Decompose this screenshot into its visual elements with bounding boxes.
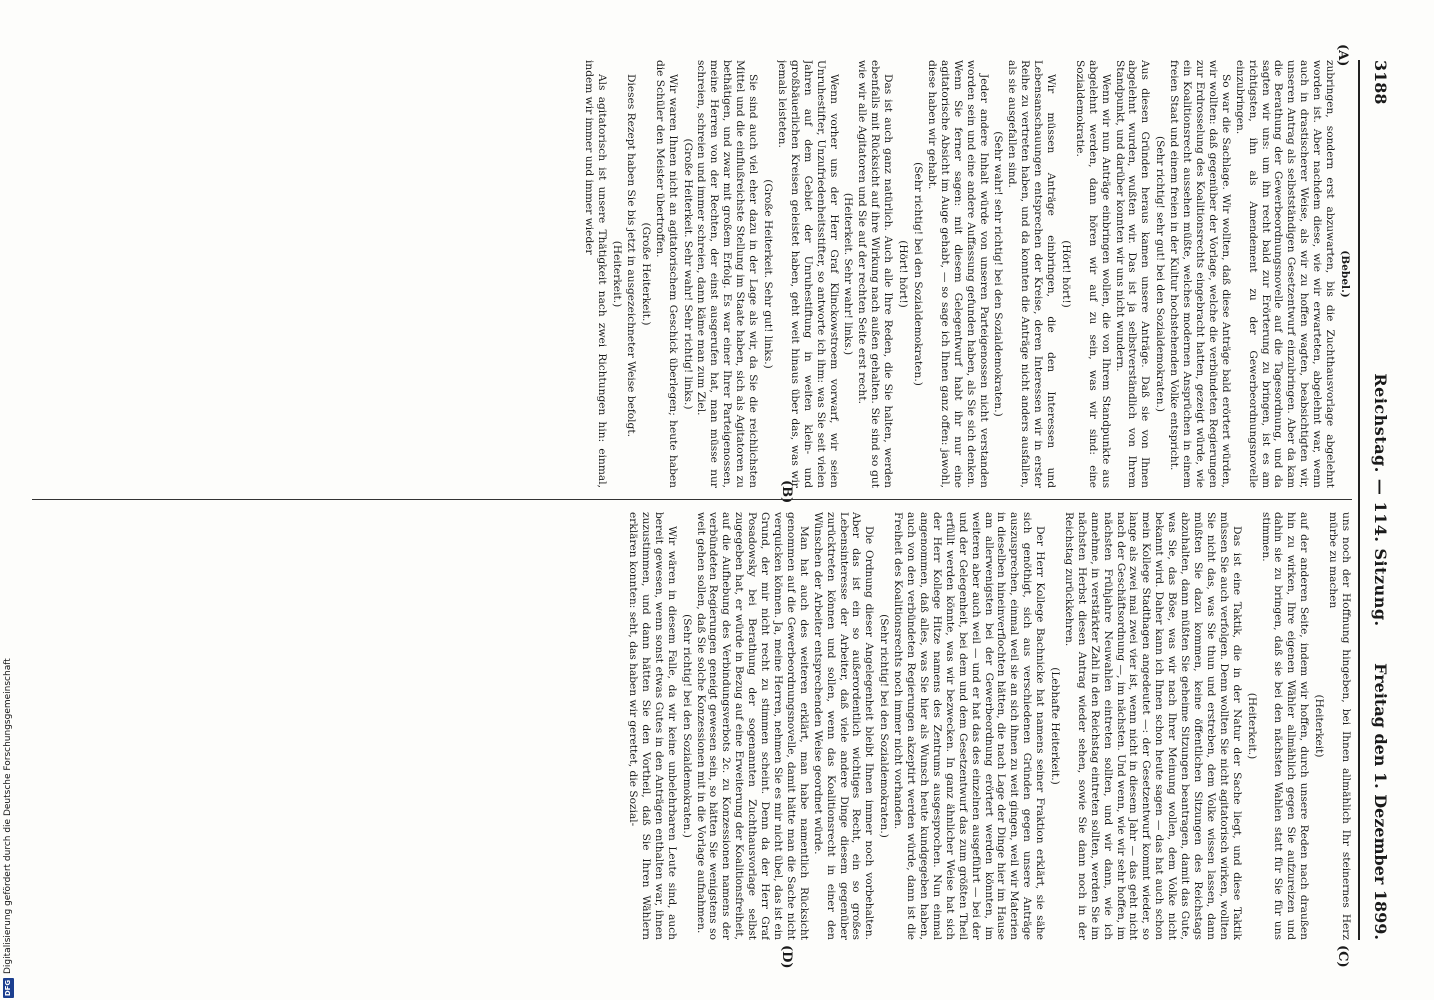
paragraph: Wenn vorher uns der Herr Graf Klinckowstroem vorwarf, wir seien Unruhestifter, Unzufriedenheitsstifter, so antworte ich ihm: was Sie seit vielen Jahren auf dem Gebiet der Unruhestiftung in weiten klein- und großbäuerlichen Kreisen geleistet haben, geht weit hinaus über das, was wir jemals leisteten. — [775, 60, 840, 488]
interjection: (Sehr richtig! bei den Sozialdemokraten.) — [680, 614, 693, 838]
interjection: (Heiterkeit. Sehr wahr! links.) — [842, 192, 855, 356]
interjection: (Hört! hört!) — [897, 240, 910, 308]
attribution-footer — [1, 600, 17, 998]
paragraph: Wir müssen Anträge einbringen, die den Interessen und Lebensanschauungen entsprechen der Kreise, deren Interessen wir in erster Reihe zu vertreten haben, und da konnten die Anträge nicht anders ausfallen, als sie ausgefallen sind. — [1006, 60, 1058, 488]
paragraph: Wenn wir nun Anträge einbringen wollen, die von Ihrem Standpunkte aus abgelehnt werden, dann hören wir auf zu sein, was wir sind: eine Sozialdemokratie. — [1073, 60, 1112, 488]
paragraph: Aus diesen Gründen heraus kamen unsere Anträge. Daß sie von Ihnen abgelehnt wurden, wußten wir. Das ist ja selbstverständlich von Ihrem Standpunkt, und darüber konnten wir uns nicht wundern. — [1113, 60, 1152, 488]
interjection: (Sehr richtig! sehr gut! bei den Sozialdemokraten.) — [1154, 135, 1167, 413]
right-column — [22, 512, 1352, 940]
speaker-name: (Bebel.) — [1339, 250, 1351, 298]
interjection: (Heiterkeit.) — [611, 240, 624, 308]
left-column — [22, 60, 1352, 488]
interjection: (Heiterkeit) — [1313, 694, 1326, 758]
attribution-text: Digitalisierung gefördert durch die Deutsche Forschungsgemeinschaft — [3, 658, 13, 974]
interjection: (Große Heiterkeit.) — [639, 222, 652, 326]
header-rule — [1358, 60, 1360, 940]
interjection: (Sehr richtig! bei den Sozialdemokraten.) — [912, 162, 924, 386]
margin-mark-a: (A) — [1335, 44, 1350, 67]
margin-mark-b: (B) — [779, 480, 794, 504]
paragraph: Als agitatorisch ist unsere Thätigkeit nach zwei Richtungen hin: einmal, indem wir immer und immer wieder — [583, 60, 609, 488]
interjection: (Große Heiterkeit. Sehr gut! links.) — [762, 179, 775, 369]
interjection: (Heiterkeit.) — [1245, 692, 1258, 760]
interjection: (Sehr richtig! bei den Sozialdemokraten.) — [878, 614, 891, 838]
paragraph: Wir wären in diesem Falle, da wir keine unbelehrbaren Leute sind, auch bereit gewesen, wenn sonst etwas Gutes in den Anträgen enthalten war, ihnen zuzustimmen, und dann hätten Sie den Vortheil, daß Sie Ihren Wählern erklären konnten: seht, das haben wir gerettet, die Sozial- — [627, 512, 678, 940]
page-number: 3188 — [1371, 60, 1390, 105]
column-divider — [32, 499, 1352, 500]
paragraph: Wir waren Ihnen nicht an agitatorischem Geschick überlegen; heute haben die Schüler den Meister übertroffen. — [653, 60, 679, 488]
paragraph: So war die Sachlage. Wir wollten, daß diese Anträge bald erörtert würden, wir wollten: daß gegenüber der Vorlage, welche die verbündeten Regierungen zur Erdrosselung des Koalitionsrechts eingebracht hatten, gezeigt würde, wie ein Koalitionsrecht aussehen müßte, welches modernen Ansprüchen in einem freien Staat und einem freien in der Kultur hochstehenden Volke entspricht. — [1168, 60, 1232, 488]
paragraph: Der Herr Kollege Bachnicke hat namens seiner Fraktion erklärt, sie sähe sich genöthigt, sich aus verschiedenen Gründen gegen unsere Anträge auszusprechen, einmal weil sie an sich ihnen zu weit gingen, weil wir Materien in dieselben hineinverflochten hätten, die nach Lage der Dinge hier im Hause am allerwenigsten bei der Gewerbeordnung erörtert werden könnten, im weiteren aber auch weil — und er hat das des einzelnen ausgeführt — bei der und der Gelegenheit, bei dem und dem Gesetzentwurf das zum größten Theil erfüllt werden könnte, was wir bezwecken. In ganz ähnlicher Weise hat sich der Herr Kollege Hitze namens des Zentrums ausgesprochen. Nun einmal angenommen, daß alles, was Sie hier als Wunsch heute kundgegeben haben, auch von den verbündeten Regierungen akzeptirt werden würde, dann ist die Freiheit des Koalitionsrechts noch immer nicht vorhanden. — [892, 512, 1047, 940]
paragraph: Jeder andere Inhalt würde von unseren Parteigenossen nicht verstanden worden sein und eine andere Auffassung gefunden haben, als Sie sich denken. Wenn Sie ferner sagen: mit diesem Gelegentwurf habt ihr nur eine agitatorische Absicht im Auge gehabt, — so sage ich Ihnen ganz offen: jawohl, diese haben wir gehabt. — [925, 60, 990, 488]
page-header — [1362, 60, 1396, 940]
paragraph: auf der anderen Seite, indem wir hoffen, durch unsere Reden nach draußen hin zu wirken, Ihre eigenen Wähler allmählich gegen Sie aufzureizen und dahin sie zu bringen, daß sie bei den nächsten Wahlen statt für Sie für uns stimmen. — [1259, 512, 1311, 940]
paragraph: Man hat auch des weiteren erklärt, man habe namentlich Rücksicht genommen auf die Gewerbeordnungsnovelle, damit hätte man die Sache nicht verquicken können. Ja, meine Herren, nehmen Sie es mir nicht übel, das ist ein Grund, der mir nicht recht zu stimmen scheint. Denn da der Herr Graf Posadowsky bei Berathung der sogenannten Zuchthausvorlage selbst zugegeben hat, er würde in Bezug auf eine Erweiterung der Koalitionsfreiheit, auf die Aufhebung des Verbindungsverbots 2c. zu Konzessionen namens der verbündeten Regierungen geneigt gewesen sein, so hätten Sie wenigstens so weit gehen sollen, daß Sie solche Konzessionen mit in die Vorlage aufnahmen. — [694, 512, 810, 940]
dfg-logo-icon: DFG — [3, 979, 12, 997]
interjection: (Große Heiterkeit. Sehr wahr! Sehr richtig! links.) — [681, 138, 694, 410]
paragraph: zubringen, sondern erst abzuwarten, bis die Zuchthausvorlage abgelehnt worden ist. Aber nachdem diese, wie wir erwarteten, abgelehnt war, wenn auch in drastischerer Weise, als wir zu hoffen wagten, beabsichtigten wir, unseren Antrag als selbstständigen Gesetzentwurf einzubringen. Aber da kam die Berathung der Gewerbeordnungsnovelle auf die Tagesordnung, und da sagten wir uns: um ihn recht bald zur Erörterung zu bringen, ist es am richtigsten, ihn als Amendement zu der Gewerbeordnungsnovelle einzubringen. — [1233, 60, 1337, 488]
header-date: Freitag den 1. Dezember 1899. — [1371, 663, 1390, 940]
paragraph: Das ist eine Taktik, die in der Natur der Sache liegt, und diese Taktik müssen Sie auch verfolgen. Denn wollten Sie nicht agitatorisch wirken, wollten Sie nicht das, was Sie thun und erstreben, dem Volke wissen lassen, dann müßten Sie dazu kommen, keine öffentlichen Sitzungen des Reichstags abzuhalten, dann müßten Sie geheime Sitzungen beantragen, damit das Gute, was Sie, das Böse, was wir nach Ihrer Meinung wollen, dem Volke nicht bekannt wird. Daher kann ich Ihnen schon heute sagen — das hat auch schon mein Kollege Stadthagen angedeutet —: der Gesetzentwurf kommt wieder, so lange als zwei mal zwei vier ist, wenn nicht in diesem Jahr — das geht nicht nach der Geschäftsordnung —, im nächsten. Und wenn, wie wir sehr hoffen, im nächsten Frühjahre Neuwahlen eintreten sollten, und wir dann, wie ich annehme, in verstärkter Zahl in den Reichstag eintreten sollten, werden Sie im nächsten Herbst diesen Antrag wieder sehen, sowie Sie dann noch in der Reichstag zurückkehren. — [1062, 512, 1243, 940]
interjection: (Hört! hört!) — [1059, 240, 1072, 308]
margin-mark-d: (D) — [779, 945, 794, 969]
paragraph: Die Ordnung dieser Angelegenheit bleibt Ihnen immer noch vorbehalten. Aber das ist ein so außerordentlich wichtiges Recht, ein so großes Lebensinteresse der Arbeiter, daß viele andere Dinge diesem gegenüber zurücktreten können und sollen, wenn das Koalitionsrecht in einer den Wünschen der Arbeiter entsprechenden Weise geordnet würde. — [811, 512, 876, 940]
paragraph: Dieses Rezept haben Sie bis jetzt in ausgezeichneter Weise befolgt. — [624, 74, 637, 437]
margin-mark-c: (C) — [1335, 945, 1350, 968]
paragraph: Das ist auch ganz natürlich. Auch alle Ihre Reden, die Sie halten, werden ebenfalls mit Rücksicht auf ihre Wirkung nach außen gehalten. Sie sind so gut wie wir alle Agitatoren und Sie auf der rechten Seite erst recht. — [856, 60, 895, 488]
paragraph: Sie sind auch viel eher dazu in der Lage als wir, da Sie die reichlichsten Mittel und die einflußreichste Stellung im Staate haben, sich als Agitatoren zu bethätigen, und zwar mit großem Erfolg. Es war einer Ihrer Parteigenossen, meine Herren von der Rechten, der einst ausgerufen hat, man müsse nur schreien, schreien und immer schreien, dann käme man zum Ziel. — [695, 60, 760, 488]
paragraph: uns noch der Hoffnung hingeben, bei Ihnen allmählich Ihr steinernes Herz mürbe zu machen — [1327, 512, 1352, 940]
interjection: (Sehr wahr! sehr richtig! bei den Sozialdemokraten.) — [992, 131, 1005, 417]
interjection: (Lebhafte Heiterkeit.) — [1049, 667, 1062, 785]
header-title: Reichstag. — 114. Sitzung. — [1371, 373, 1390, 627]
